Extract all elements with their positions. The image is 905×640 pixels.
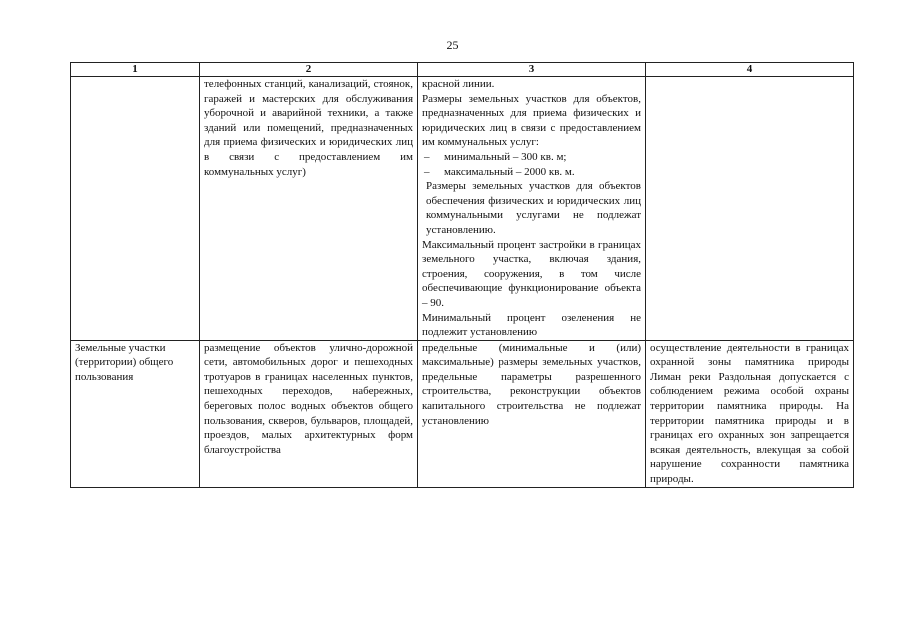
row1-param-p4: Максимальный процент застройки в границах земельного участка, включая здания, строения, сооружения, в том числе обеспечивающие функционирование объекта – 90. <box>422 238 641 309</box>
row1-parameters <box>418 77 646 341</box>
row1-permitted-use-text: телефонных станций, канализаций, стоянок, гаражей и мастерских для обслуживания уборочной и аварийной техники, а также зданий или помещений, предназначенных для приема физических и юридических лиц в связи с предоставлением им коммунальных услуг) <box>204 78 413 178</box>
column-header-2: 2 <box>200 63 418 77</box>
row1-param-p2: Размеры земельных участков для объектов, предназначенных для приема физических и юридических лиц в связи с предоставлением им коммунальных услуг: <box>422 92 641 149</box>
list-item <box>422 165 641 180</box>
column-header-1: 1 <box>71 63 200 77</box>
list-marker: – <box>424 150 430 163</box>
regulations-table <box>70 62 854 488</box>
row2-restrictions-text: осуществление деятельности в границах охранной зоны памятника природы Лиман реки Раздольная допускается с соблюдением режима особой охраны территории памятника природы. На территории памятника природы и в границах его охранных зон запрещается всякая деятельность, влекущая за собой нарушение сохранности памятника природы. <box>650 341 849 486</box>
row1-param-p1: красной линии. <box>422 78 495 90</box>
row2-permitted-use-text: размещение объектов улично-дорожной сети, автомобильных дорог и пешеходных тротуаров в границах населенных пунктов, пешеходных переходов, набережных, береговых полос водных объектов общего пользования, скверов, бульваров, площадей, проездов, малых архитектурных форм благоустройства <box>204 341 413 456</box>
table-row <box>71 340 854 487</box>
row2-parameters <box>418 340 646 487</box>
row1-restrictions <box>646 77 854 341</box>
page-number: 25 <box>446 38 459 52</box>
row2-permitted-use <box>200 340 418 487</box>
row2-land-use-type <box>71 340 200 487</box>
column-header-4: 4 <box>646 63 854 77</box>
row2-parameters-text: предельные (минимальные и (или) максимальные) размеры земельных участков, предельные параметры разрешенного строительства, реконструкции объектов капитального строительства не подлежат установлению <box>422 341 641 427</box>
table-header-row <box>71 63 854 77</box>
list-item <box>422 150 641 165</box>
row1-land-use-type <box>71 77 200 341</box>
list-item-text: минимальный – 300 кв. м; <box>444 150 567 163</box>
row1-permitted-use <box>200 77 418 341</box>
row2-restrictions <box>646 340 854 487</box>
row1-param-p5: Минимальный процент озеленения не подлежит установлению <box>422 311 641 339</box>
row1-param-p3: Размеры земельных участков для объектов обеспечения физических и юридических лиц коммунальными услугами не подлежат установлению. <box>426 180 641 236</box>
table-row <box>71 77 854 341</box>
column-header-3: 3 <box>418 63 646 77</box>
list-item-text: максимальный – 2000 кв. м. <box>444 165 575 178</box>
list-marker: – <box>424 165 430 178</box>
row2-land-use-type-text: Земельные участки (территории) общего пользования <box>75 341 174 383</box>
